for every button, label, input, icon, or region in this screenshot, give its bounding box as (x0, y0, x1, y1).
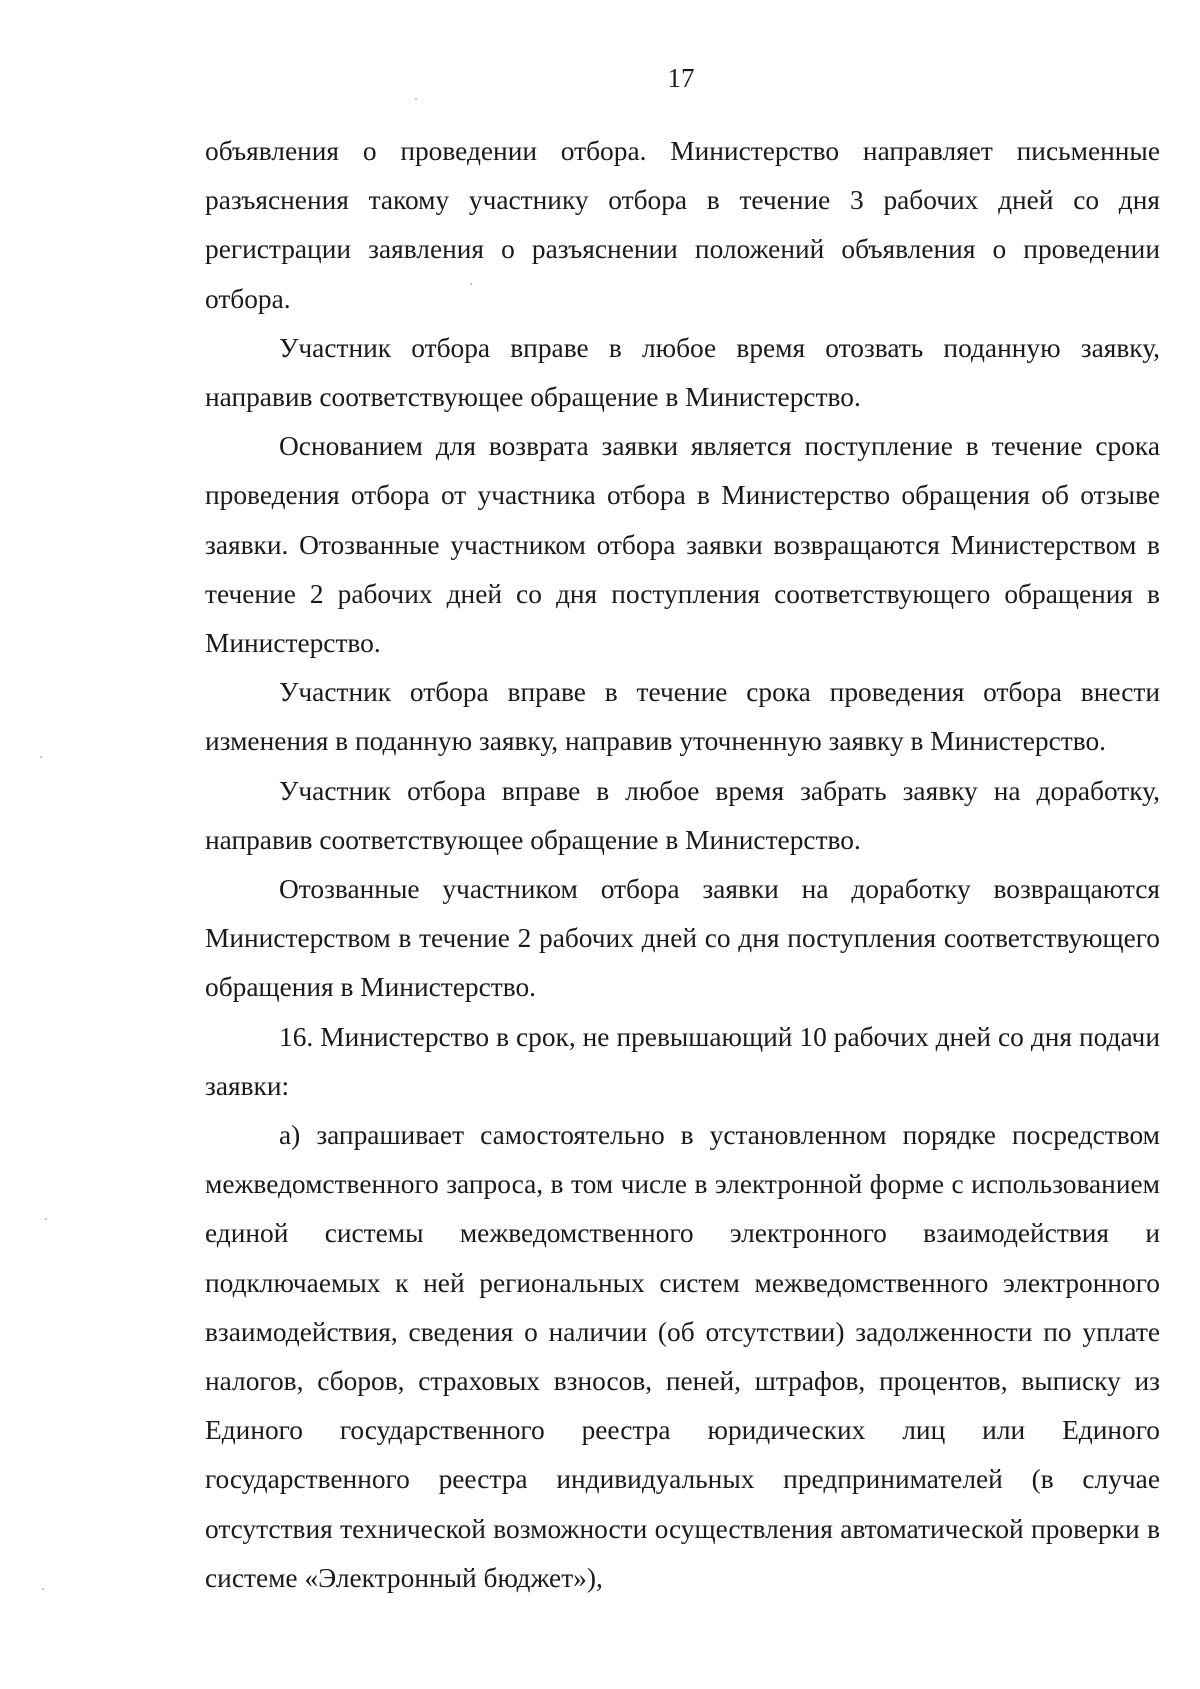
document-body (205, 127, 1160, 1603)
paragraph-continuation: объявления о проведении отбора. Министерство направляет письменные разъяснения такому участнику отбора в течение 3 рабочих дней со дня регистрации заявления о разъяснении положений объявления о проведении отбора. (205, 136, 1160, 314)
paragraph-withdraw-application: Участник отбора вправе в любое время отозвать поданную заявку, направив соответствующее обращение в Министерство. (205, 332, 1160, 413)
paragraph-amend-application: Участник отбора вправе в течение срока проведения отбора внести изменения в поданную заявку, направив уточненную заявку в Министерство. (205, 677, 1160, 757)
paragraph-revision-return: Отозванные участником отбора заявки на доработку возвращаются Министерством в течение 2 рабочих дней со дня поступления соответствующего обращения в Министерство. (205, 874, 1160, 1003)
scan-artifact (45, 1218, 47, 1220)
paragraph-item-16: 16. Министерство в срок, не превышающий 10 рабочих дней со дня подачи заявки: (205, 1021, 1160, 1101)
page-number: 17 (667, 63, 695, 93)
paragraph-revision-request: Участник отбора вправе в любое время забрать заявку на доработку, направив соответствующее обращение в Министерство. (205, 775, 1160, 855)
scan-artifact (470, 283, 472, 285)
scan-artifact (415, 98, 417, 100)
paragraph-subitem-a: а) запрашивает самостоятельно в установленном порядке посредством межведомственного запроса, в том числе в электронной форме с использованием единой системы межведомственного электронного взаимодействия и подключаемых к ней региональных систем межведомственного электронного взаимодействия, сведения о наличии (об отсутствии) задолженности по уплате налогов, сборов, страховых взносов, пеней, штрафов, процентов, выписку из Единого государственного реестра юридических лиц или Единого государственного реестра индивидуальных предпринимателей (в случае отсутствия технической возможности осуществления автоматической проверки в системе «Электронный бюджет»), (205, 1120, 1160, 1593)
scan-artifact (42, 1588, 44, 1590)
scan-artifact (40, 756, 42, 758)
paragraph-return-grounds: Основанием для возврата заявки является поступление в течение срока проведения отбора от участника отбора в Министерство обращения об отзыве заявки. Отозванные участником отбора заявки возвращаются Министерством в течение 2 рабочих дней со дня поступления соответствующего обращения в Министерство. (205, 431, 1160, 659)
